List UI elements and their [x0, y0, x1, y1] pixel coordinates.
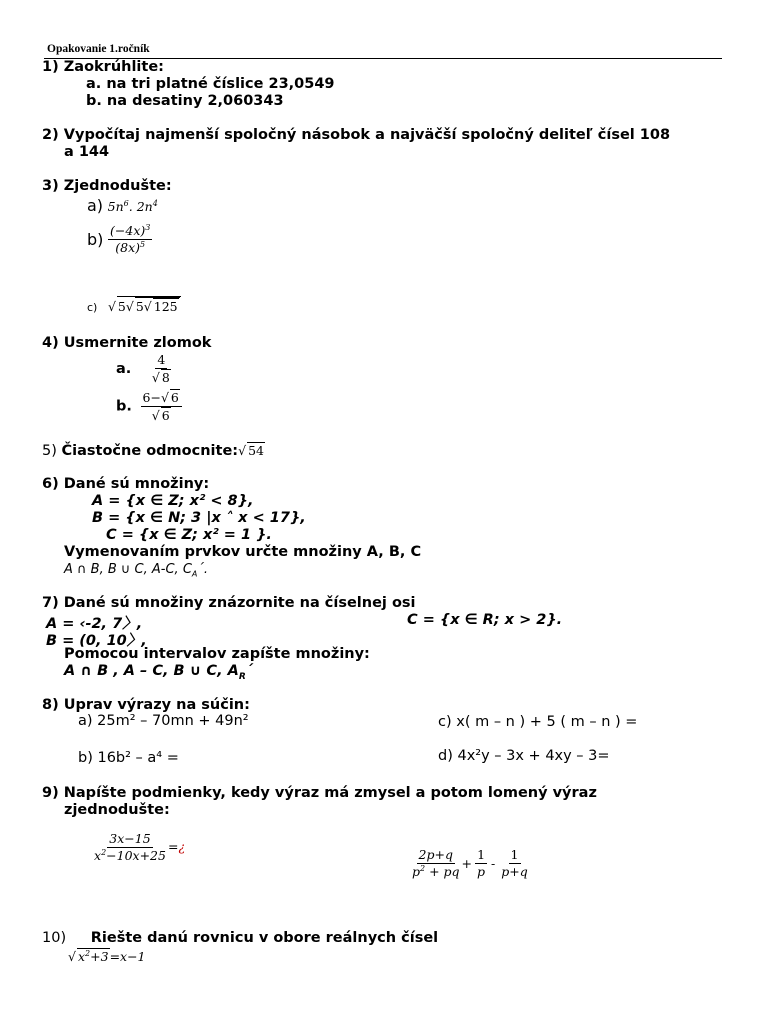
q5-line	[42, 442, 265, 459]
document-header: Opakovanie 1.ročník	[47, 43, 150, 55]
q9-line1: 9) Napíšte podmienky, kedy výraz má zmysel a potom lomený výraz	[42, 785, 597, 801]
q10-line	[42, 930, 438, 946]
q3-c-nested-root: √ 5√ 5√ 125	[108, 299, 181, 314]
q3-a-expression: $5n^6$. $2n^4$	[107, 199, 158, 214]
q7-operations: A ∩ B , A – C, B ∪ C, $A_R´$	[64, 663, 254, 682]
q6-set-b: B = {x ∈ N; 3 |x ˄ x < 17},	[92, 510, 306, 526]
q5-title: Čiastočne odmocnite:	[61, 443, 239, 459]
q3-a	[87, 196, 158, 215]
q2-line1: 2) Vypočítaj najmenší spoločný násobok a najväčší spoločný deliteľ čísel 108	[42, 127, 671, 143]
q3-c	[87, 296, 181, 315]
q3-c-label: c)	[87, 301, 98, 314]
q5-number: 5)	[42, 443, 57, 459]
q7-set-a: A = ‹-2, 7〉,	[46, 616, 143, 632]
q9-error-mark: ¿	[178, 839, 186, 854]
q4-a-fraction: $\frac{4}{√ 8}$	[151, 352, 170, 385]
q6-operations: A ∩ B, B ∪ C, A-C, $C_A´$.	[64, 562, 209, 579]
q8-item-c: c) x( m – n ) + 5 ( m – n ) =	[438, 714, 638, 730]
q4-a-label: a.	[116, 361, 132, 377]
q7-title: 7) Dané sú množiny znázornite na číselnej osi	[42, 595, 416, 611]
q4-b-fraction: $\frac{6-√ 6}{√ 6}$	[141, 389, 182, 424]
q4-b	[116, 389, 182, 424]
q3-b-fraction: $\frac{(-4x)^3}{(8x)^5}$	[110, 223, 151, 255]
q8-item-b: b) 16b² – a⁴ =	[78, 750, 179, 766]
q6-set-a: A = {x ∈ Z; x² < 8},	[92, 493, 254, 509]
q8-item-d: d) 4x²y – 3x + 4xy – 3=	[438, 748, 610, 764]
q7-set-b: B = (0, 10〉,	[46, 633, 147, 649]
q9-line2: zjednodušte:	[64, 802, 170, 818]
q10-equation: √ $x^2+3=x-1$	[68, 949, 146, 964]
q3-b	[87, 223, 152, 256]
q7-set-c: C = {x ∈ R; x > 2}.	[407, 612, 563, 628]
q10-number: 10)	[42, 930, 67, 946]
q1-title: 1) Zaokrúhlite:	[42, 59, 164, 75]
q4-title: 4) Usmernite zlomok	[42, 335, 212, 351]
q7-task: Pomocou intervalov zapíšte množiny:	[64, 646, 370, 662]
q8-item-a: a) 25m² – 70mn + 49n²	[78, 713, 249, 729]
q3-title: 3) Zjednodušte:	[42, 178, 172, 194]
q3-a-label: a)	[87, 196, 104, 215]
q4-b-label: b.	[116, 398, 132, 415]
q2-line2: a 144	[64, 144, 110, 160]
q10-text: Riešte danú rovnicu v obore reálnych čísel	[90, 930, 439, 946]
q9-expression-1: $\frac{3x-15}{x^2-10x+25}$ =¿	[94, 831, 186, 863]
q5-root: √ 54	[238, 443, 264, 458]
q1-item-a: a. na tri platné číslice 23,0549	[86, 76, 335, 92]
q4-a	[116, 352, 173, 386]
q9-expression-2: $\frac{2p+q}{p^2 + pq}$ + $\frac{1}{p}$ - $\frac{1}{p+q}$	[412, 847, 528, 879]
q1-item-b: b. na desatiny 2,060343	[86, 93, 284, 109]
q6-set-c: C = {x ∈ Z; x² = 1 }.	[106, 527, 272, 543]
q6-title: 6) Dané sú množiny:	[42, 476, 210, 492]
q6-task: Vymenovaním prvkov určte množiny A, B, C	[64, 544, 422, 560]
q8-title: 8) Uprav výrazy na súčin:	[42, 697, 250, 713]
q3-b-label: b)	[87, 230, 104, 249]
